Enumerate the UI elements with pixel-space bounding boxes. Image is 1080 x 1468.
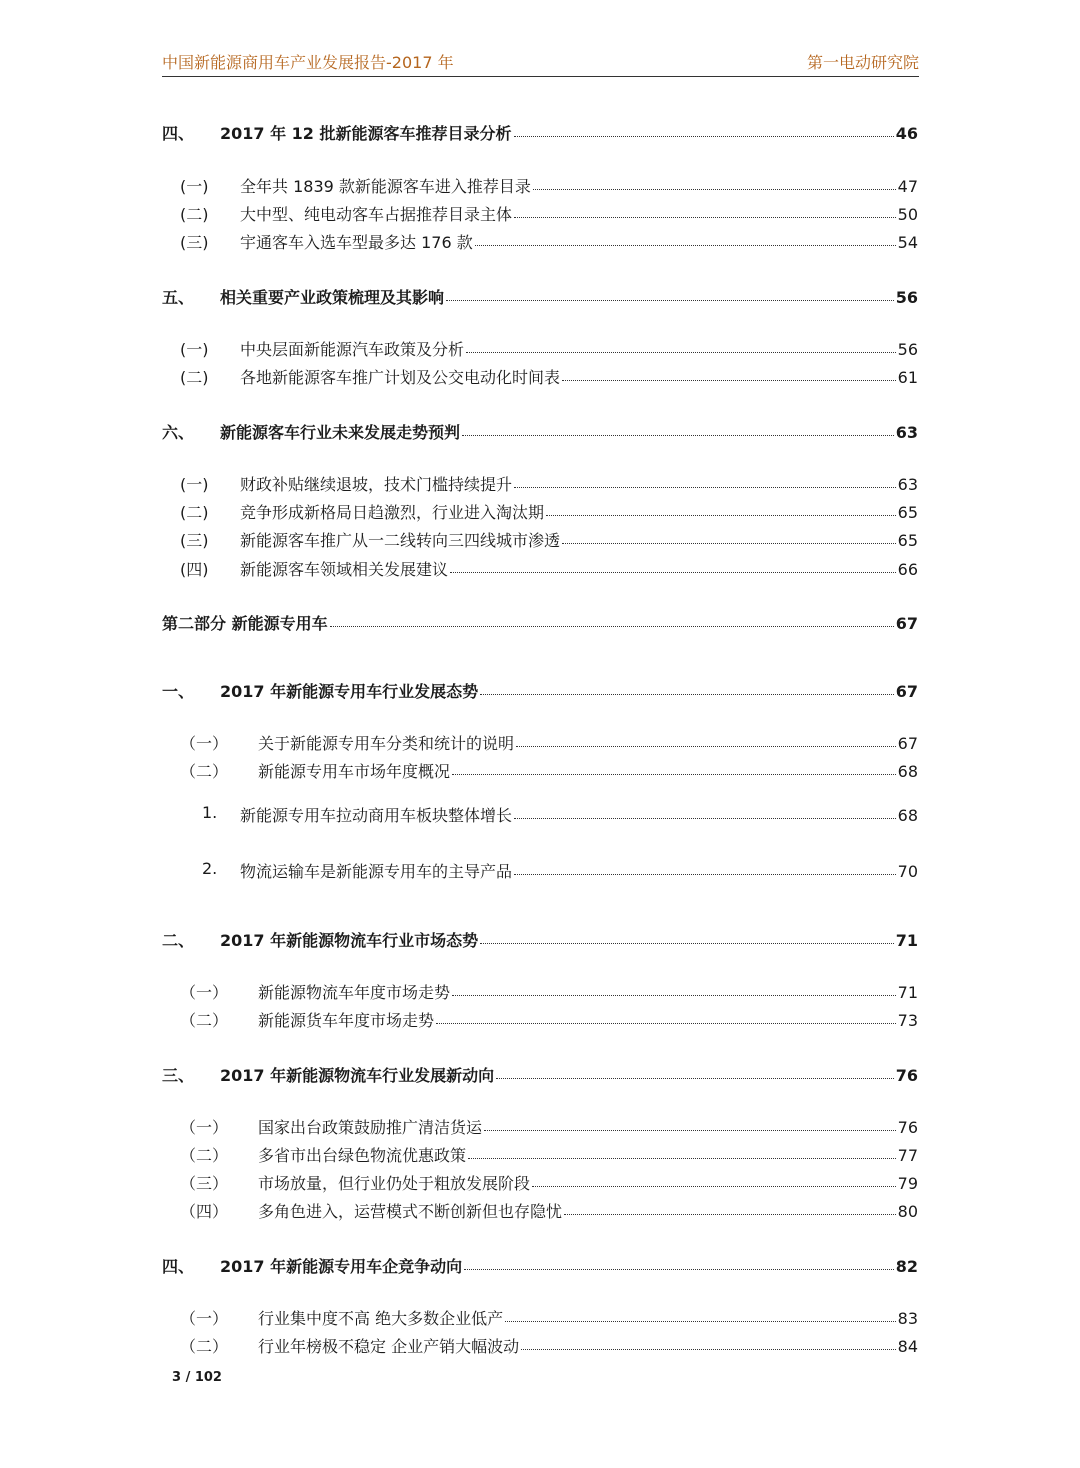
toc-dot-leader — [514, 818, 896, 819]
toc-entry-number: （二） — [180, 1146, 229, 1165]
toc-entry[interactable] — [0, 928, 1080, 952]
toc-entry[interactable] — [0, 1254, 1080, 1278]
toc-entry-number: （二） — [180, 1337, 229, 1356]
toc-dot-leader — [480, 943, 894, 944]
toc-entry-page: 68 — [897, 806, 918, 825]
toc-entry-page: 68 — [897, 762, 918, 781]
toc-entry-page: 84 — [897, 1337, 918, 1356]
toc-entry-page: 56 — [897, 340, 918, 359]
toc-dot-leader — [564, 1214, 896, 1215]
toc-entry[interactable] — [0, 1115, 1080, 1139]
toc-entry[interactable] — [0, 230, 1080, 254]
toc-entry-page: 71 — [897, 983, 918, 1002]
toc-entry-title: 新能源专用车市场年度概况 — [258, 762, 451, 781]
toc-entry-title: 国家出台政策鼓励推广清洁货运 — [258, 1118, 483, 1137]
toc-entry-number: （一） — [180, 1309, 229, 1328]
toc-entry-title: 市场放量，但行业仍处于粗放发展阶段 — [258, 1174, 531, 1193]
page-header — [162, 46, 919, 76]
toc-entry-number: 1. — [202, 803, 218, 822]
toc-entry-title: 新能源专用车拉动商用车板块整体增长 — [240, 806, 513, 825]
toc-dot-leader — [452, 774, 896, 775]
toc-entry-title: 新能源客车推广从一二线转向三四线城市渗透 — [240, 531, 561, 550]
toc-entry-title: 行业集中度不高 绝大多数企业低产 — [258, 1309, 504, 1328]
toc-entry-number: （四） — [180, 1202, 229, 1221]
toc-entry-page: 66 — [897, 560, 918, 579]
toc-entry[interactable] — [0, 611, 1080, 635]
toc-entry[interactable] — [0, 500, 1080, 524]
toc-entry-title: 物流运输车是新能源专用车的主导产品 — [240, 862, 513, 881]
report-title: 中国新能源商用车产业发展报告-2017 年 — [162, 53, 454, 72]
toc-entry[interactable] — [0, 174, 1080, 198]
toc-entry-number: 2. — [202, 859, 218, 878]
toc-dot-leader — [521, 1349, 896, 1350]
toc-entry-page: 65 — [897, 503, 918, 522]
toc-entry-page: 63 — [897, 475, 918, 494]
toc-entry-title: 各地新能源客车推广计划及公交电动化时间表 — [240, 368, 561, 387]
toc-entry[interactable] — [0, 1143, 1080, 1167]
toc-entry[interactable] — [0, 202, 1080, 226]
toc-entry[interactable] — [0, 1306, 1080, 1330]
toc-entry[interactable] — [0, 285, 1080, 309]
toc-entry-number: 一、 — [162, 682, 195, 701]
toc-entry-title: 2017 年 12 批新能源客车推荐目录分析 — [220, 124, 512, 143]
toc-entry[interactable] — [0, 420, 1080, 444]
toc-dot-leader — [452, 995, 896, 996]
toc-dot-leader — [480, 694, 894, 695]
toc-entry-title: 全年共 1839 款新能源客车进入推荐目录 — [240, 177, 531, 196]
toc-dot-leader — [466, 352, 896, 353]
toc-dot-leader — [462, 435, 894, 436]
toc-entry-page: 50 — [897, 205, 918, 224]
toc-entry-title: 相关重要产业政策梳理及其影响 — [220, 288, 445, 307]
toc-entry-title: 中央层面新能源汽车政策及分析 — [240, 340, 465, 359]
toc-entry[interactable] — [0, 859, 1080, 883]
page-number: 3 / 102 — [172, 1370, 222, 1385]
toc-entry-number: 四、 — [162, 1257, 195, 1276]
toc-entry-number: 六、 — [162, 423, 195, 442]
toc-entry-number: （三） — [180, 1174, 229, 1193]
toc-entry[interactable] — [0, 557, 1080, 581]
toc-entry-number: （一） — [180, 1118, 229, 1137]
toc-entry[interactable] — [0, 1063, 1080, 1087]
toc-dot-leader — [464, 1269, 894, 1270]
toc-entry-page: 76 — [897, 1118, 918, 1137]
toc-entry-page: 47 — [897, 177, 918, 196]
toc-entry-title: 第二部分 新能源专用车 — [162, 614, 328, 633]
toc-entry-page: 67 — [897, 734, 918, 753]
toc-entry-page: 61 — [897, 368, 918, 387]
toc-entry-page: 79 — [897, 1174, 918, 1193]
toc-entry[interactable] — [0, 731, 1080, 755]
toc-entry-number: 二、 — [162, 931, 195, 950]
toc-entry-title: 新能源货车年度市场走势 — [258, 1011, 435, 1030]
toc-entry-title: 新能源客车行业未来发展走势预判 — [220, 423, 461, 442]
toc-dot-leader — [562, 543, 896, 544]
toc-entry-number: （二） — [180, 1011, 229, 1030]
toc-entry-number: (二) — [180, 368, 209, 387]
toc-entry[interactable] — [0, 528, 1080, 552]
header-divider — [162, 76, 919, 77]
toc-entry[interactable] — [0, 1334, 1080, 1358]
toc-entry-title: 关于新能源专用车分类和统计的说明 — [258, 734, 515, 753]
toc-entry-page: 77 — [897, 1146, 918, 1165]
toc-dot-leader — [436, 1023, 896, 1024]
toc-entry-number: （一） — [180, 983, 229, 1002]
toc-entry-page: 65 — [897, 531, 918, 550]
toc-dot-leader — [330, 626, 894, 627]
toc-entry-title: 2017 年新能源专用车企竞争动向 — [220, 1257, 463, 1276]
toc-entry[interactable] — [0, 472, 1080, 496]
toc-entry-number: 五、 — [162, 288, 195, 307]
toc-entry-number: （二） — [180, 762, 229, 781]
toc-entry[interactable] — [0, 679, 1080, 703]
toc-dot-leader — [514, 217, 896, 218]
toc-entry-title: 新能源客车领域相关发展建议 — [240, 560, 449, 579]
toc-dot-leader — [496, 1078, 894, 1079]
toc-entry-page: 46 — [895, 124, 918, 143]
toc-entry-page: 67 — [895, 614, 918, 633]
toc-entry-number: (一) — [180, 177, 209, 196]
toc-dot-leader — [532, 1186, 896, 1187]
toc-entry-title: 行业年榜极不稳定 企业产销大幅波动 — [258, 1337, 520, 1356]
toc-dot-leader — [514, 874, 896, 875]
toc-entry-title: 2017 年新能源物流车行业市场态势 — [220, 931, 479, 950]
toc-entry-page: 80 — [897, 1202, 918, 1221]
toc-dot-leader — [505, 1321, 896, 1322]
toc-dot-leader — [546, 515, 896, 516]
toc-entry-title: 2017 年新能源专用车行业发展态势 — [220, 682, 479, 701]
toc-entry-number: (三) — [180, 233, 209, 252]
toc-entry[interactable] — [0, 337, 1080, 361]
toc-entry-title: 宇通客车入选车型最多达 176 款 — [240, 233, 473, 252]
toc-entry-title: 新能源物流车年度市场走势 — [258, 983, 451, 1002]
toc-entry-number: 三、 — [162, 1066, 195, 1085]
toc-dot-leader — [514, 487, 896, 488]
toc-entry-number: (三) — [180, 531, 209, 550]
toc-dot-leader — [446, 300, 894, 301]
toc-dot-leader — [514, 136, 894, 137]
toc-entry-page: 63 — [895, 423, 918, 442]
toc-dot-leader — [562, 380, 896, 381]
toc-entry-number: (二) — [180, 503, 209, 522]
toc-entry-title: 大中型、纯电动客车占据推荐目录主体 — [240, 205, 513, 224]
toc-dot-leader — [450, 572, 896, 573]
toc-entry-page: 76 — [895, 1066, 918, 1085]
toc-entry-number: (二) — [180, 205, 209, 224]
toc-dot-leader — [468, 1158, 896, 1159]
toc-entry-title: 2017 年新能源物流车行业发展新动向 — [220, 1066, 495, 1085]
toc-entry-title: 竞争形成新格局日趋激烈，行业进入淘汰期 — [240, 503, 545, 522]
toc-entry-page: 71 — [895, 931, 918, 950]
toc-dot-leader — [484, 1130, 896, 1131]
toc-dot-leader — [533, 189, 896, 190]
publisher-name: 第一电动研究院 — [806, 53, 919, 72]
toc-entry-number: （一） — [180, 734, 229, 753]
toc-entry-number: 四、 — [162, 124, 195, 143]
toc-entry[interactable] — [0, 980, 1080, 1004]
toc-dot-leader — [516, 746, 896, 747]
toc-entry-number: (四) — [180, 560, 209, 579]
toc-entry[interactable] — [0, 121, 1080, 145]
toc-entry-page: 82 — [895, 1257, 918, 1276]
toc-entry[interactable] — [0, 1171, 1080, 1195]
toc-entry-number: (一) — [180, 475, 209, 494]
toc-entry[interactable] — [0, 1008, 1080, 1032]
toc-entry-page: 83 — [897, 1309, 918, 1328]
toc-entry-title: 多角色进入，运营模式不断创新但也存隐忧 — [258, 1202, 563, 1221]
toc-entry[interactable] — [0, 365, 1080, 389]
toc-entry-page: 54 — [897, 233, 918, 252]
toc-entry[interactable] — [0, 759, 1080, 783]
toc-entry[interactable] — [0, 803, 1080, 827]
toc-dot-leader — [475, 245, 896, 246]
toc-entry-page: 56 — [895, 288, 918, 307]
toc-entry-page: 70 — [897, 862, 918, 881]
toc-entry-title: 财政补贴继续退坡，技术门槛持续提升 — [240, 475, 513, 494]
toc-entry[interactable] — [0, 1199, 1080, 1223]
toc-entry-number: (一) — [180, 340, 209, 359]
toc-entry-title: 多省市出台绿色物流优惠政策 — [258, 1146, 467, 1165]
toc-entry-page: 67 — [895, 682, 918, 701]
toc-entry-page: 73 — [897, 1011, 918, 1030]
